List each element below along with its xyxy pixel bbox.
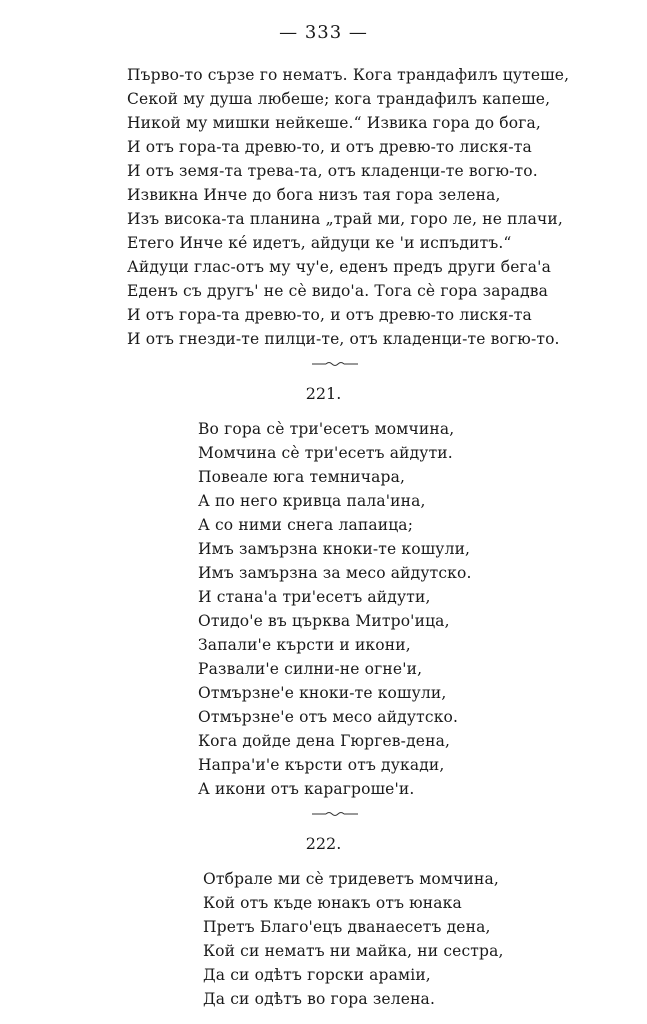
poem-line: А по него кривца пала'ина, — [198, 492, 426, 510]
poem-number: 221. — [305, 384, 342, 403]
poem-line: Отмързне'е кноки-те кошули, — [198, 684, 447, 702]
poem-line: Айдуци глас-отъ му чу'е, еденъ предъ други бега'а — [127, 258, 551, 276]
poem-line: Да си одѣтъ горски арамiи, — [203, 966, 431, 984]
poem-line: А со ними снега лапаица; — [198, 516, 414, 534]
poem-line: Кога дойде дена Гюргев-дена, — [198, 732, 451, 750]
poem-line: Отбрале ми сѐ тридеветъ момчина, — [203, 870, 499, 888]
poem-line: Първо-то сързе го нематъ. Кога трандафилъ цутеше, — [127, 66, 570, 84]
poem-line: И стана'а три'есетъ айдути, — [198, 588, 431, 606]
page-number: — 333 — — [279, 22, 368, 43]
poem-line: Етего Инче ке́ идетъ, айдуци ке 'и испъдитъ.“ — [127, 234, 512, 252]
poem-line: Кой отъ къде юнакъ отъ юнака — [203, 894, 462, 912]
poem-line: Секой му душа любеше; кога трандафилъ капеше, — [127, 90, 551, 108]
poem-line: Изъ висока-та планина „трай ми, горо ле, не плачи, — [127, 210, 563, 228]
poem-line: И отъ земя-та трева-та, отъ кладенци-те вогю-то. — [127, 162, 538, 180]
poem-number: 222. — [305, 834, 342, 853]
section-divider-ornament — [312, 360, 358, 368]
poem-line: Напра'и'е кърсти отъ дукади, — [198, 756, 445, 774]
poem-line: И отъ гора-та древю-то, и отъ древю-то лискя-та — [127, 138, 532, 156]
poem-line: Развали'е силни-не огне'и, — [198, 660, 423, 678]
poem-line: Запали'е кърсти и икони, — [198, 636, 411, 654]
poem-line: Извикна Инче до бога низъ тая гора зелена, — [127, 186, 501, 204]
poem-line: И отъ гора-та древю-то, и отъ древю-то лискя-та — [127, 306, 532, 324]
poem-line: Никой му мишки нейкеше.“ Извика гора до бога, — [127, 114, 541, 132]
poem-line: Еденъ съ другъ' не сѐ видо'а. Тога сѐ гора зарадва — [127, 282, 549, 300]
poem-line: А икони отъ карагроше'и. — [198, 780, 415, 798]
section-divider-ornament — [312, 810, 358, 818]
poem-line: Отмързне'е отъ месо айдутско. — [198, 708, 459, 726]
poem-line: Имъ замързна за месо айдутско. — [198, 564, 472, 582]
poem-line: Да си одѣтъ во гора зелена. — [203, 990, 436, 1008]
poem-line: Отидо'е въ църква Митро'ица, — [198, 612, 450, 630]
poem-line: Кой си нематъ ни майка, ни сестра, — [203, 942, 504, 960]
poem-line: Во гора сѐ три'есетъ момчина, — [198, 420, 455, 438]
poem-line: Имъ замързна кноки-те кошули, — [198, 540, 471, 558]
poem-line: Момчина сѐ три'есетъ айдути. — [198, 444, 453, 462]
poem-line: Претъ Благо'ецъ дванаесетъ дена, — [203, 918, 491, 936]
poem-line: И отъ гнезди-те пилци-те, отъ кладенци-те вогю-то. — [127, 330, 560, 348]
poem-line: Повеале юга темничара, — [198, 468, 406, 486]
